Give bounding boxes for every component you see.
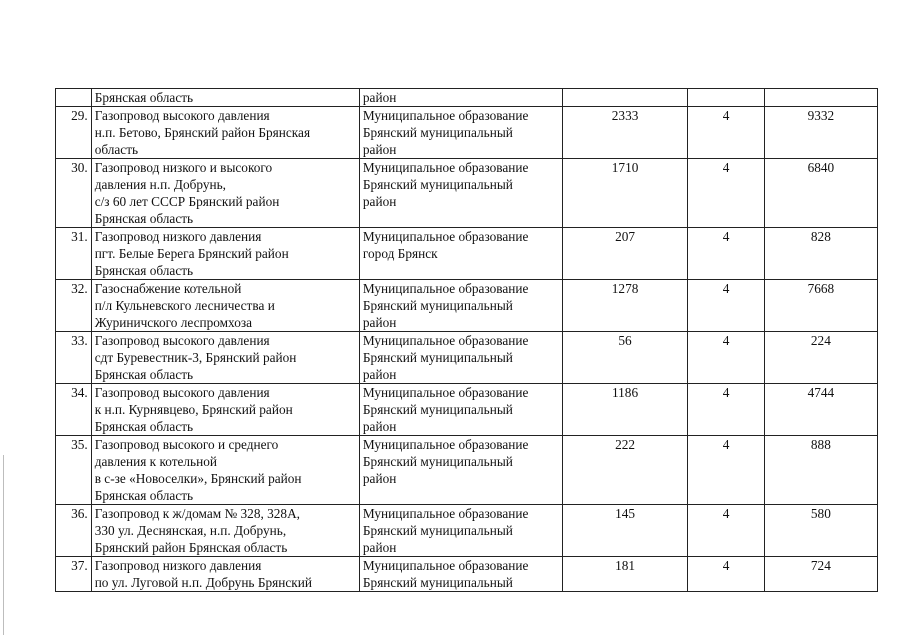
length-cell: [562, 89, 687, 107]
row-number-cell: [56, 384, 92, 436]
length-cell: [562, 228, 687, 280]
object-name-line: Брянский район Брянская область: [94, 540, 288, 555]
object-name-line: Газопровод высокого давления: [94, 333, 270, 348]
owner-line: город Брянск: [362, 246, 438, 261]
rate-cell: [688, 384, 764, 436]
owner-line: Муниципальное образование: [362, 558, 529, 573]
total-cell: [764, 280, 877, 332]
owner-cell: [359, 436, 562, 505]
object-name-line: в с-зе «Новоселки», Брянский район: [94, 471, 302, 486]
object-name-line: область: [94, 142, 139, 157]
row-number-cell: [56, 89, 92, 107]
row-number: 32.: [71, 281, 88, 296]
owner-cell: [359, 280, 562, 332]
rate-value: 4: [722, 281, 730, 296]
owner-line: район: [362, 367, 397, 382]
table-row: [56, 557, 878, 592]
row-number-cell: [56, 280, 92, 332]
length-cell: [562, 505, 687, 557]
object-name-line: Газопровод высокого и среднего: [94, 437, 279, 452]
total-value: 4744: [807, 385, 835, 400]
rate-value: 4: [722, 160, 730, 175]
total-cell: [764, 228, 877, 280]
length-value: 1186: [612, 385, 639, 400]
rate-value: 4: [722, 437, 730, 452]
owner-cell: [359, 557, 562, 592]
object-name-line: с/з 60 лет СССР Брянский район: [94, 194, 280, 209]
owner-line: Муниципальное образование: [362, 506, 529, 521]
rate-value: 4: [722, 385, 730, 400]
rate-cell: [688, 159, 764, 228]
row-number-cell: [56, 557, 92, 592]
table-row-continuation: [56, 89, 878, 107]
total-value: 7668: [807, 281, 835, 296]
length-cell: [562, 107, 687, 159]
row-number-cell: [56, 107, 92, 159]
length-value: 181: [615, 558, 636, 573]
object-name-line: давления к котельной: [94, 454, 218, 469]
owner-line: район: [362, 540, 397, 555]
owner-line: Муниципальное образование: [362, 437, 529, 452]
rate-cell: [688, 228, 764, 280]
row-number-cell: [56, 332, 92, 384]
owner-line: Брянский муниципальный: [362, 523, 513, 538]
length-cell: [562, 436, 687, 505]
owner-line: Муниципальное образование: [362, 160, 529, 175]
owner-cell: [359, 89, 562, 107]
rate-cell: [688, 332, 764, 384]
owner-line: Брянский муниципальный: [362, 177, 513, 192]
total-cell: [764, 159, 877, 228]
owner-line: Брянский муниципальный: [362, 402, 513, 417]
rate-cell: [688, 89, 764, 107]
rate-value: 4: [722, 558, 730, 573]
table-body: [56, 89, 878, 592]
length-value: 2333: [611, 108, 639, 123]
length-value: 1710: [611, 160, 639, 175]
object-name-cell: [91, 280, 359, 332]
rate-cell: [688, 505, 764, 557]
row-number: 29.: [71, 108, 88, 123]
owner-line: Брянский муниципальный: [362, 350, 513, 365]
object-name-line: Журиничского леспромхоза: [94, 315, 253, 330]
object-name-line: Брянская область: [94, 419, 194, 434]
object-name-cell: [91, 89, 359, 107]
row-number: 37.: [71, 558, 88, 573]
object-name-cell: [91, 332, 359, 384]
object-name-line: пгт. Белые Берега Брянский район: [94, 246, 289, 261]
object-name-line: к н.п. Курнявцево, Брянский район: [94, 402, 293, 417]
owner-line: Муниципальное образование: [362, 333, 529, 348]
row-number: 34.: [71, 385, 88, 400]
table-row: [56, 280, 878, 332]
total-value: 888: [810, 437, 831, 452]
row-number-cell: [56, 159, 92, 228]
length-value: 1278: [611, 281, 639, 296]
total-value: 224: [810, 333, 831, 348]
object-name-line: Газопровод низкого давления: [94, 229, 262, 244]
length-cell: [562, 280, 687, 332]
row-number: 35.: [71, 437, 88, 452]
owner-line: район: [362, 194, 397, 209]
owner-cell: [359, 159, 562, 228]
length-value: 222: [615, 437, 636, 452]
table-row: [56, 332, 878, 384]
scan-edge-mark: [3, 455, 4, 635]
total-value: 9332: [807, 108, 835, 123]
object-name-line: н.п. Бетово, Брянский район Брянская: [94, 125, 311, 140]
object-name-line: Газопровод к ж/домам № 328, 328А,: [94, 506, 300, 521]
table-row: [56, 384, 878, 436]
owner-line: Муниципальное образование: [362, 108, 529, 123]
length-value: 145: [615, 506, 636, 521]
object-name-line: сдт Буревестник-3, Брянский район: [94, 350, 297, 365]
owner-line: Муниципальное образование: [362, 281, 529, 296]
total-cell: [764, 107, 877, 159]
table-row: [56, 505, 878, 557]
object-name-cell: [91, 228, 359, 280]
owner-line: Брянский муниципальный: [362, 575, 513, 590]
rate-value: 4: [722, 108, 730, 123]
table-row: [56, 107, 878, 159]
owner-line: Брянский муниципальный: [362, 454, 513, 469]
row-number: 30.: [71, 160, 88, 175]
owner-line: район: [362, 419, 397, 434]
total-cell: [764, 332, 877, 384]
rate-value: 4: [722, 229, 730, 244]
total-cell: [764, 384, 877, 436]
length-cell: [562, 332, 687, 384]
table-row: [56, 228, 878, 280]
rate-cell: [688, 107, 764, 159]
total-cell: [764, 557, 877, 592]
object-name-cell: [91, 505, 359, 557]
rate-value: 4: [722, 333, 730, 348]
table-row: [56, 159, 878, 228]
row-number: 36.: [71, 506, 88, 521]
object-name-line: по ул. Луговой н.п. Добрунь Брянский: [94, 575, 312, 590]
row-number-cell: [56, 228, 92, 280]
object-name-line: Газопровод низкого давления: [94, 558, 262, 573]
object-name-cell: [91, 436, 359, 505]
object-name-line: Брянская область: [94, 90, 194, 105]
object-name-line: п/л Кульневского лесничества и: [94, 298, 275, 313]
infrastructure-table: [55, 88, 878, 592]
owner-cell: [359, 107, 562, 159]
owner-line: район: [362, 315, 397, 330]
rate-cell: [688, 557, 764, 592]
rate-cell: [688, 436, 764, 505]
owner-line: Брянский муниципальный: [362, 125, 513, 140]
object-name-line: Брянская область: [94, 211, 194, 226]
row-number: 31.: [71, 229, 88, 244]
owner-cell: [359, 505, 562, 557]
object-name-line: Брянская область: [94, 488, 194, 503]
total-value: 6840: [807, 160, 835, 175]
object-name-cell: [91, 107, 359, 159]
total-value: 724: [810, 558, 831, 573]
row-number-cell: [56, 505, 92, 557]
object-name-line: Газопровод высокого давления: [94, 385, 270, 400]
total-cell: [764, 505, 877, 557]
object-name-line: давления н.п. Добрунь,: [94, 177, 226, 192]
length-cell: [562, 557, 687, 592]
object-name-cell: [91, 557, 359, 592]
owner-line: район: [362, 471, 397, 486]
total-cell: [764, 89, 877, 107]
total-value: 828: [810, 229, 831, 244]
owner-cell: [359, 228, 562, 280]
object-name-line: Брянская область: [94, 263, 194, 278]
total-value: 580: [810, 506, 831, 521]
length-value: 207: [615, 229, 636, 244]
object-name-line: Газопровод высокого давления: [94, 108, 270, 123]
object-name-line: 330 ул. Деснянская, н.п. Добрунь,: [94, 523, 287, 538]
owner-line: Муниципальное образование: [362, 229, 529, 244]
owner-cell: [359, 384, 562, 436]
owner-line: район: [362, 90, 397, 105]
table-row: [56, 436, 878, 505]
row-number: 33.: [71, 333, 88, 348]
length-cell: [562, 159, 687, 228]
object-name-line: Газоснабжение котельной: [94, 281, 242, 296]
rate-value: 4: [722, 506, 730, 521]
object-name-line: Брянская область: [94, 367, 194, 382]
row-number-cell: [56, 436, 92, 505]
length-value: 56: [618, 333, 632, 348]
object-name-line: Газопровод низкого и высокого: [94, 160, 273, 175]
owner-line: район: [362, 142, 397, 157]
length-cell: [562, 384, 687, 436]
total-cell: [764, 436, 877, 505]
object-name-cell: [91, 384, 359, 436]
rate-cell: [688, 280, 764, 332]
object-name-cell: [91, 159, 359, 228]
owner-line: Брянский муниципальный: [362, 298, 513, 313]
owner-line: Муниципальное образование: [362, 385, 529, 400]
owner-cell: [359, 332, 562, 384]
